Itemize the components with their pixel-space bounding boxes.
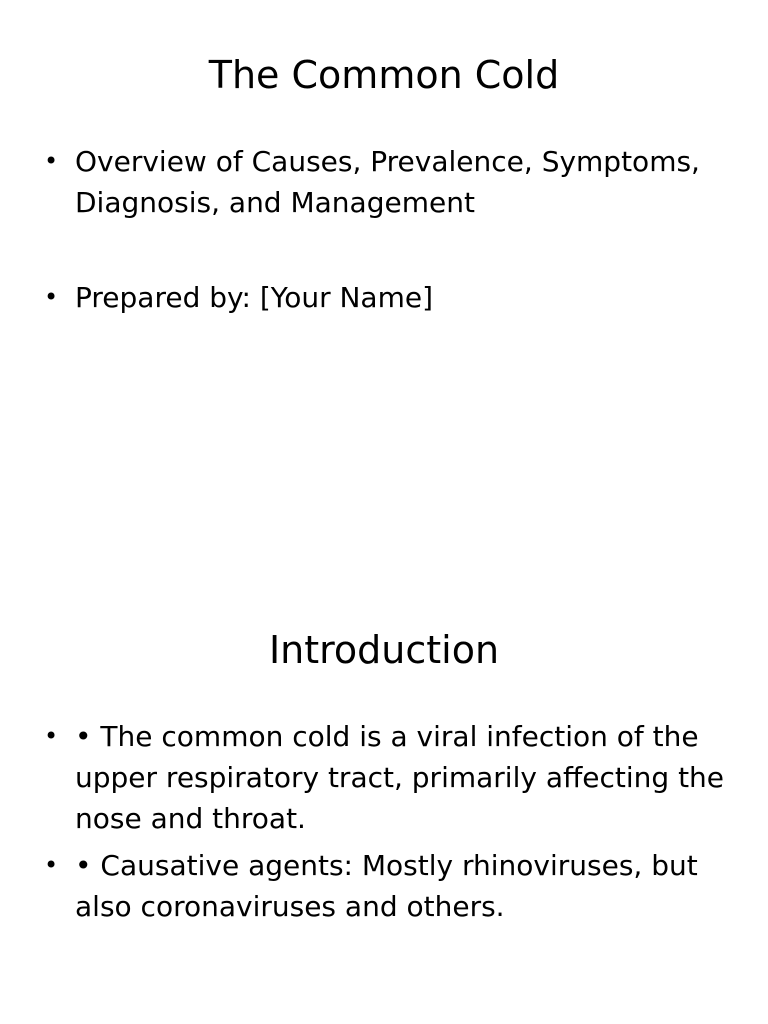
- bullet-icon: •: [44, 147, 59, 175]
- bullet-icon: •: [44, 283, 59, 311]
- bullet-list: [0, 141, 768, 318]
- bullet-item: [0, 845, 768, 927]
- bullet-list: [0, 716, 768, 927]
- bullet-icon: •: [44, 851, 59, 879]
- slide-introduction: [0, 576, 768, 1024]
- bullet-text: • The common cold is a viral infection of the upper respiratory tract, primarily affecting the nose and throat.: [75, 720, 725, 835]
- slide-title: The Common Cold: [208, 53, 560, 97]
- bullet-item: [0, 277, 768, 318]
- bullet-text: Overview of Causes, Prevalence, Symptoms, Diagnosis, and Management: [75, 145, 700, 219]
- bullet-text: • Causative agents: Mostly rhinoviruses, but also coronaviruses and others.: [75, 849, 698, 923]
- slide-title: Introduction: [268, 628, 500, 672]
- bullet-icon: •: [44, 722, 59, 750]
- bullet-text: Prepared by: [Your Name]: [75, 281, 434, 314]
- bullet-item: [0, 716, 768, 839]
- bullet-item: [0, 141, 768, 223]
